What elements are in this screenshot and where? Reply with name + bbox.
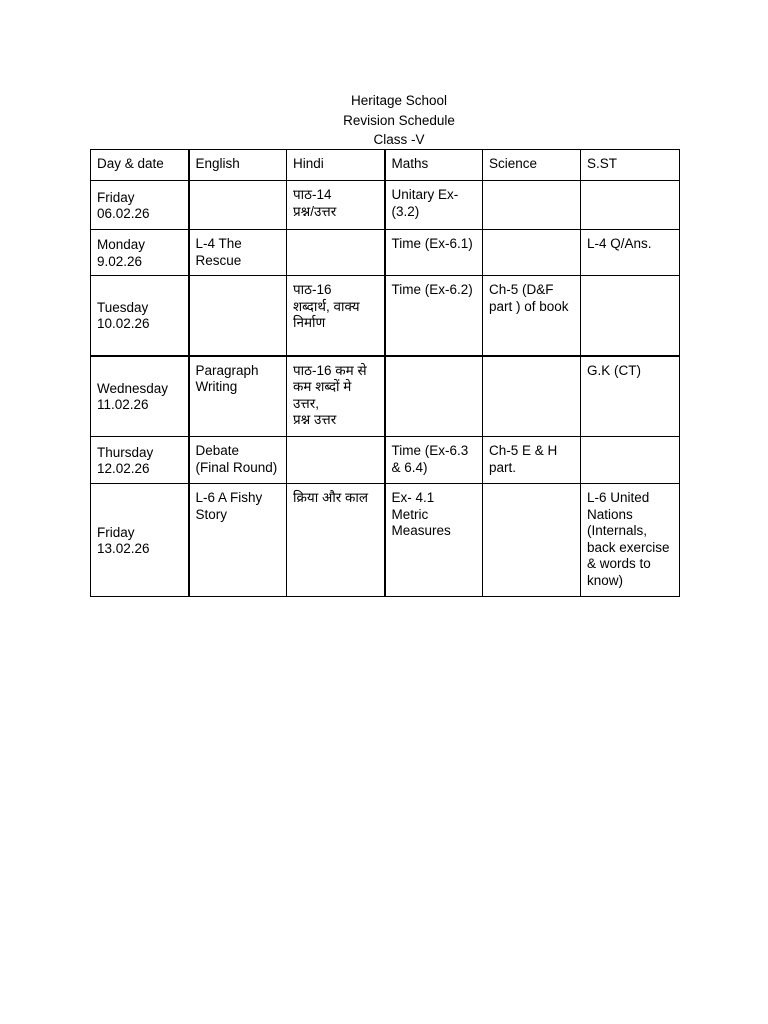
day-cell: Friday 06.02.26 xyxy=(91,181,189,230)
science-cell xyxy=(483,181,581,230)
column-header-english: English xyxy=(189,150,287,181)
table-row xyxy=(91,484,680,597)
school-name: Heritage School xyxy=(350,93,448,108)
english-cell: L-4 The Rescue xyxy=(189,230,287,276)
column-header-hindi: Hindi xyxy=(287,150,385,181)
day-cell: Monday 9.02.26 xyxy=(91,230,189,276)
sst-cell xyxy=(581,181,680,230)
sst-cell xyxy=(581,437,680,484)
hindi-cell: पाठ-14 प्रश्न/उत्तर xyxy=(287,181,385,230)
science-cell: Ch-5 E & H part. xyxy=(483,437,581,484)
maths-cell: Time (Ex-6.2) xyxy=(385,276,483,356)
column-header-science: Science xyxy=(483,150,581,181)
sst-cell: G.K (CT) xyxy=(581,356,680,437)
class-label: Class -V xyxy=(373,132,425,147)
science-cell xyxy=(483,230,581,276)
maths-cell: Ex- 4.1 Metric Measures xyxy=(385,484,483,597)
hindi-cell: क्रिया और काल xyxy=(287,484,385,597)
hindi-cell: पाठ-16 कम से कम शब्दों मे उत्तर, प्रश्न उत्तर xyxy=(287,356,385,437)
sst-cell: L-4 Q/Ans. xyxy=(581,230,680,276)
day-cell: Tuesday 10.02.26 xyxy=(91,276,189,356)
column-header-maths: Maths xyxy=(385,150,483,181)
maths-cell: Time (Ex-6.3 & 6.4) xyxy=(385,437,483,484)
day-cell: Wednesday 11.02.26 xyxy=(91,356,189,437)
english-cell xyxy=(189,276,287,356)
table-row xyxy=(91,276,680,356)
english-cell: L-6 A Fishy Story xyxy=(189,484,287,597)
table-row xyxy=(91,437,680,484)
sst-cell: L-6 United Nations (Internals, back exercise & words to know) xyxy=(581,484,680,597)
table-header-row xyxy=(91,150,680,181)
english-cell xyxy=(189,181,287,230)
column-header-day: Day & date xyxy=(91,150,189,181)
hindi-cell: पाठ-16 शब्दार्थ, वाक्य निर्माण xyxy=(287,276,385,356)
table-row xyxy=(91,181,680,230)
table-row xyxy=(91,230,680,276)
science-cell: Ch-5 (D&F part ) of book xyxy=(483,276,581,356)
maths-cell: Time (Ex-6.1) xyxy=(385,230,483,276)
maths-cell: Unitary Ex- (3.2) xyxy=(385,181,483,230)
table-row xyxy=(91,356,680,437)
science-cell xyxy=(483,356,581,437)
english-cell: Debate (Final Round) xyxy=(189,437,287,484)
schedule-title: Revision Schedule xyxy=(343,112,455,128)
maths-cell xyxy=(385,356,483,437)
sst-cell xyxy=(581,276,680,356)
day-cell: Thursday 12.02.26 xyxy=(91,437,189,484)
science-cell xyxy=(483,484,581,597)
english-cell: Paragraph Writing xyxy=(189,356,287,437)
hindi-cell xyxy=(287,230,385,276)
day-cell: Friday 13.02.26 xyxy=(91,484,189,597)
hindi-cell xyxy=(287,437,385,484)
revision-schedule-table xyxy=(90,149,680,597)
document-header xyxy=(0,91,768,150)
column-header-sst: S.ST xyxy=(581,150,680,181)
